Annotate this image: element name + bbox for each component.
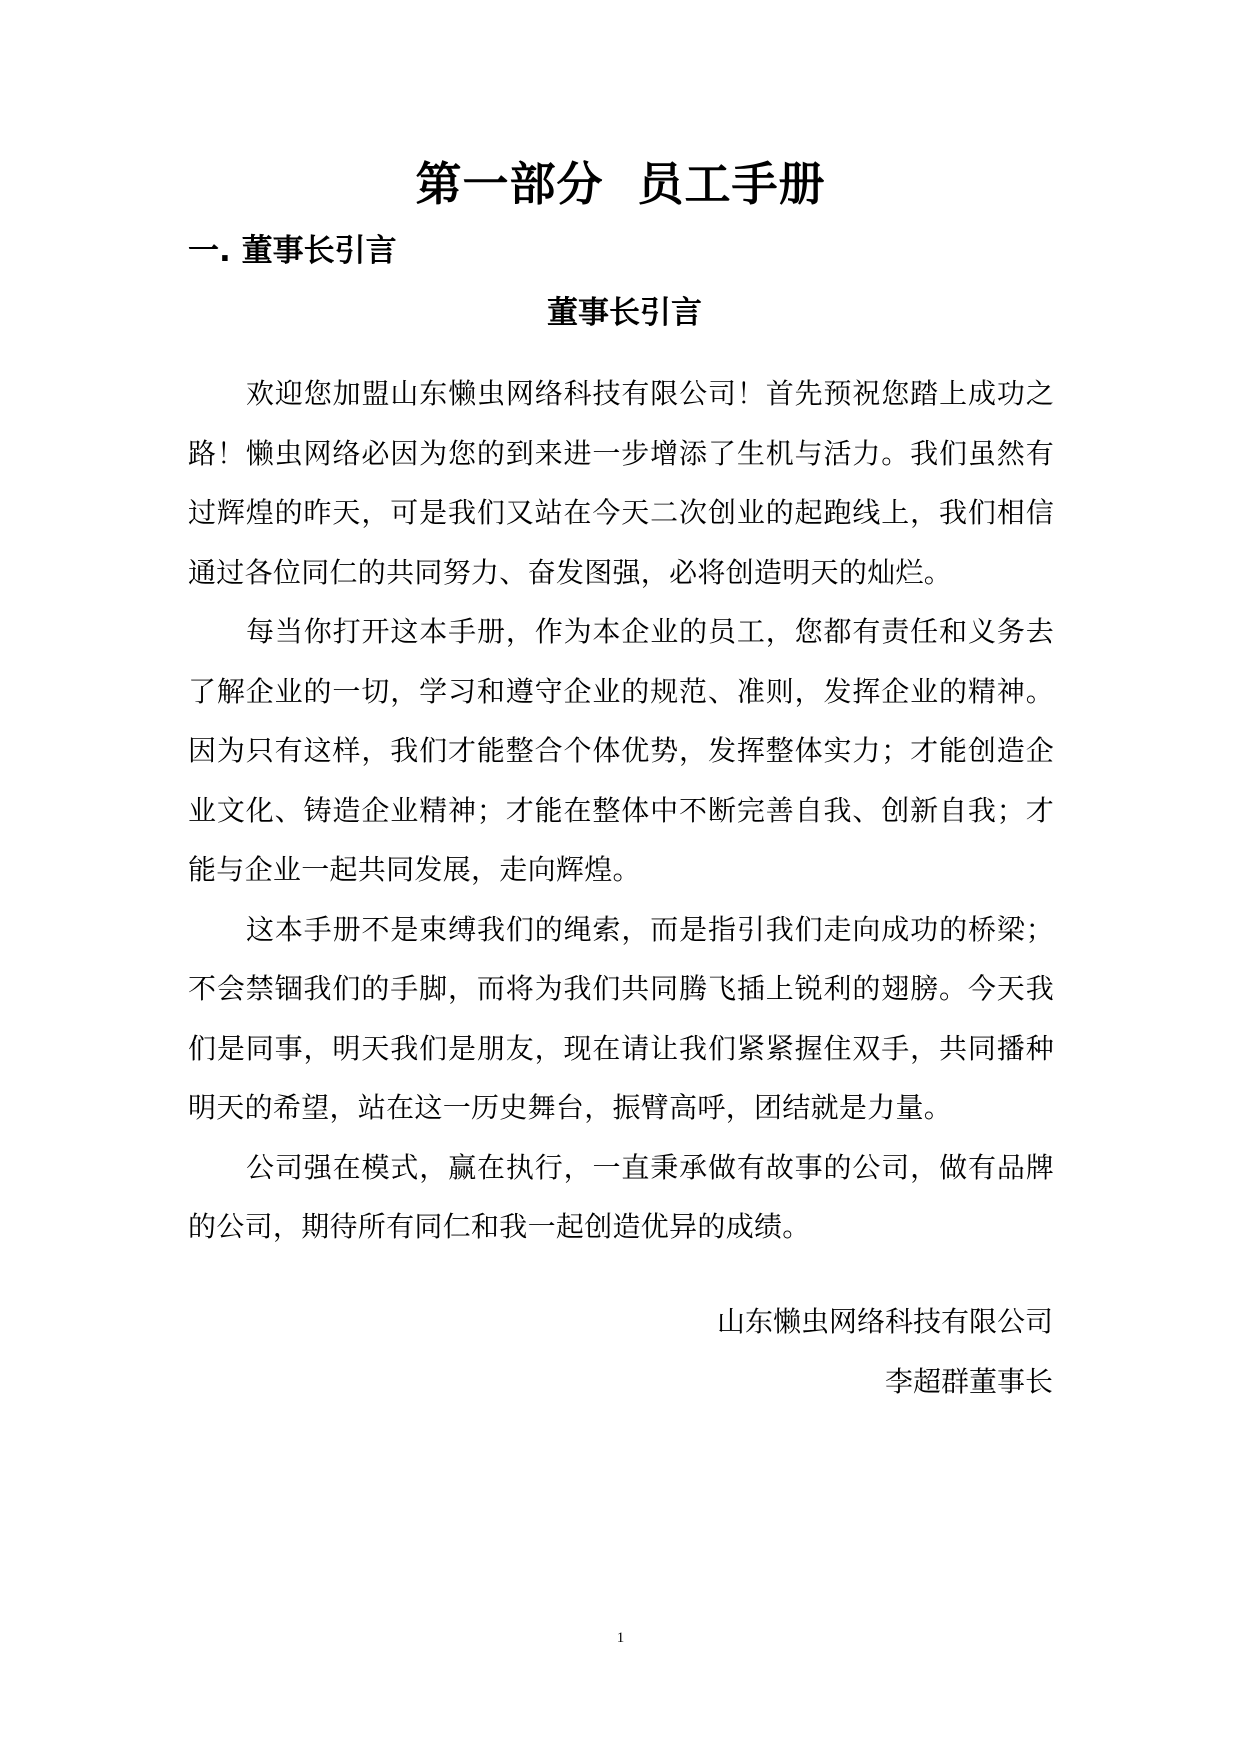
paragraph-4: 公司强在模式，赢在执行，一直秉承做有故事的公司，做有品牌的公司，期待所有同仁和我一起创造优异的成绩。 [188, 1150, 1054, 1243]
paragraph-2: 每当你打开这本手册，作为本企业的员工，您都有责任和义务去了解企业的一切，学习和遵守企业的规范、准则，发挥企业的精神。因为只有这样，我们才能整合个体优势，发挥整体实力；才能创造企业文化、铸造企业精神；才能在整体中不断完善自我、创新自我；才能与企业一起共同发展，走向辉煌。 [188, 615, 1054, 886]
document-title: 董事长引言 [547, 295, 702, 331]
signature-company: 山东懒虫网络科技有限公司 [716, 1305, 1053, 1338]
signature-block [717, 1292, 1053, 1412]
body-text [188, 364, 1054, 1257]
paragraph-1: 欢迎您加盟山东懒虫网络科技有限公司！首先预祝您踏上成功之路！懒虫网络必因为您的到来进一步增添了生机与活力。我们虽然有过辉煌的昨天，可是我们又站在今天二次创业的起跑线上，我们相信通过各位同仁的共同努力、奋发图强，必将创造明天的灿烂。 [188, 377, 1054, 589]
signature-person: 李超群董事长 [884, 1365, 1053, 1398]
part-title: 第一部分 员工手册 [415, 157, 826, 211]
paragraph-3: 这本手册不是束缚我们的绳索，而是指引我们走向成功的桥梁；不会禁锢我们的手脚，而将为我们共同腾飞插上锐利的翅膀。今天我们是同事，明天我们是朋友，现在请让我们紧紧握住双手，共同播种明天的希望，站在这一历史舞台，振臂高呼，团结就是力量。 [188, 912, 1054, 1124]
page-number: 1 [616, 1630, 625, 1646]
section-heading: 一. 董事长引言 [188, 233, 397, 269]
